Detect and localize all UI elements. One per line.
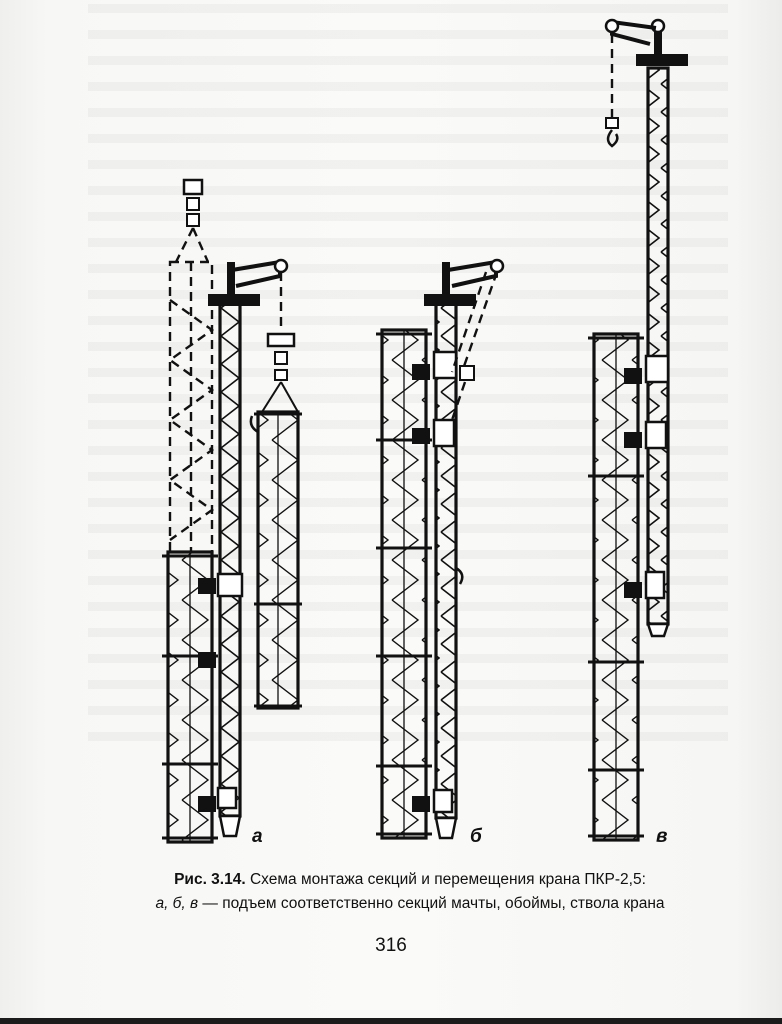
caption-description: подъем соответственно секций мачты, обоймы, ствола крана [222, 895, 665, 912]
panel-letter-a: а [252, 826, 263, 847]
panel-v-mast-column [588, 334, 644, 840]
panel-v-trunk-lift [588, 20, 688, 840]
panel-a-mast-sections [162, 180, 302, 842]
panel-letter-v: в [656, 826, 668, 847]
panel-b-crane-trunk [424, 260, 503, 838]
panel-b-mast-column [376, 330, 432, 838]
caption-dash: — [202, 895, 218, 912]
caption-line-2 [110, 892, 710, 916]
panel-a-mast-column [162, 552, 218, 842]
panel-b-clamp-lift [376, 260, 503, 838]
scan-bottom-edge [0, 1018, 782, 1024]
caption-title: Схема монтажа секций и перемещения крана ПКР-2,5: [249, 871, 646, 888]
panel-letter-b: б [470, 826, 482, 847]
caption-panel-letters: а, б, в [155, 895, 199, 912]
panel-a-lifted-section-dashed [170, 180, 212, 552]
caption-figure-label: Рис. 3.14. [174, 871, 246, 888]
panel-a-hanging-section [251, 272, 302, 708]
figure-caption [110, 868, 710, 916]
caption-line-1 [110, 868, 710, 892]
page-number: 316 [375, 935, 407, 956]
